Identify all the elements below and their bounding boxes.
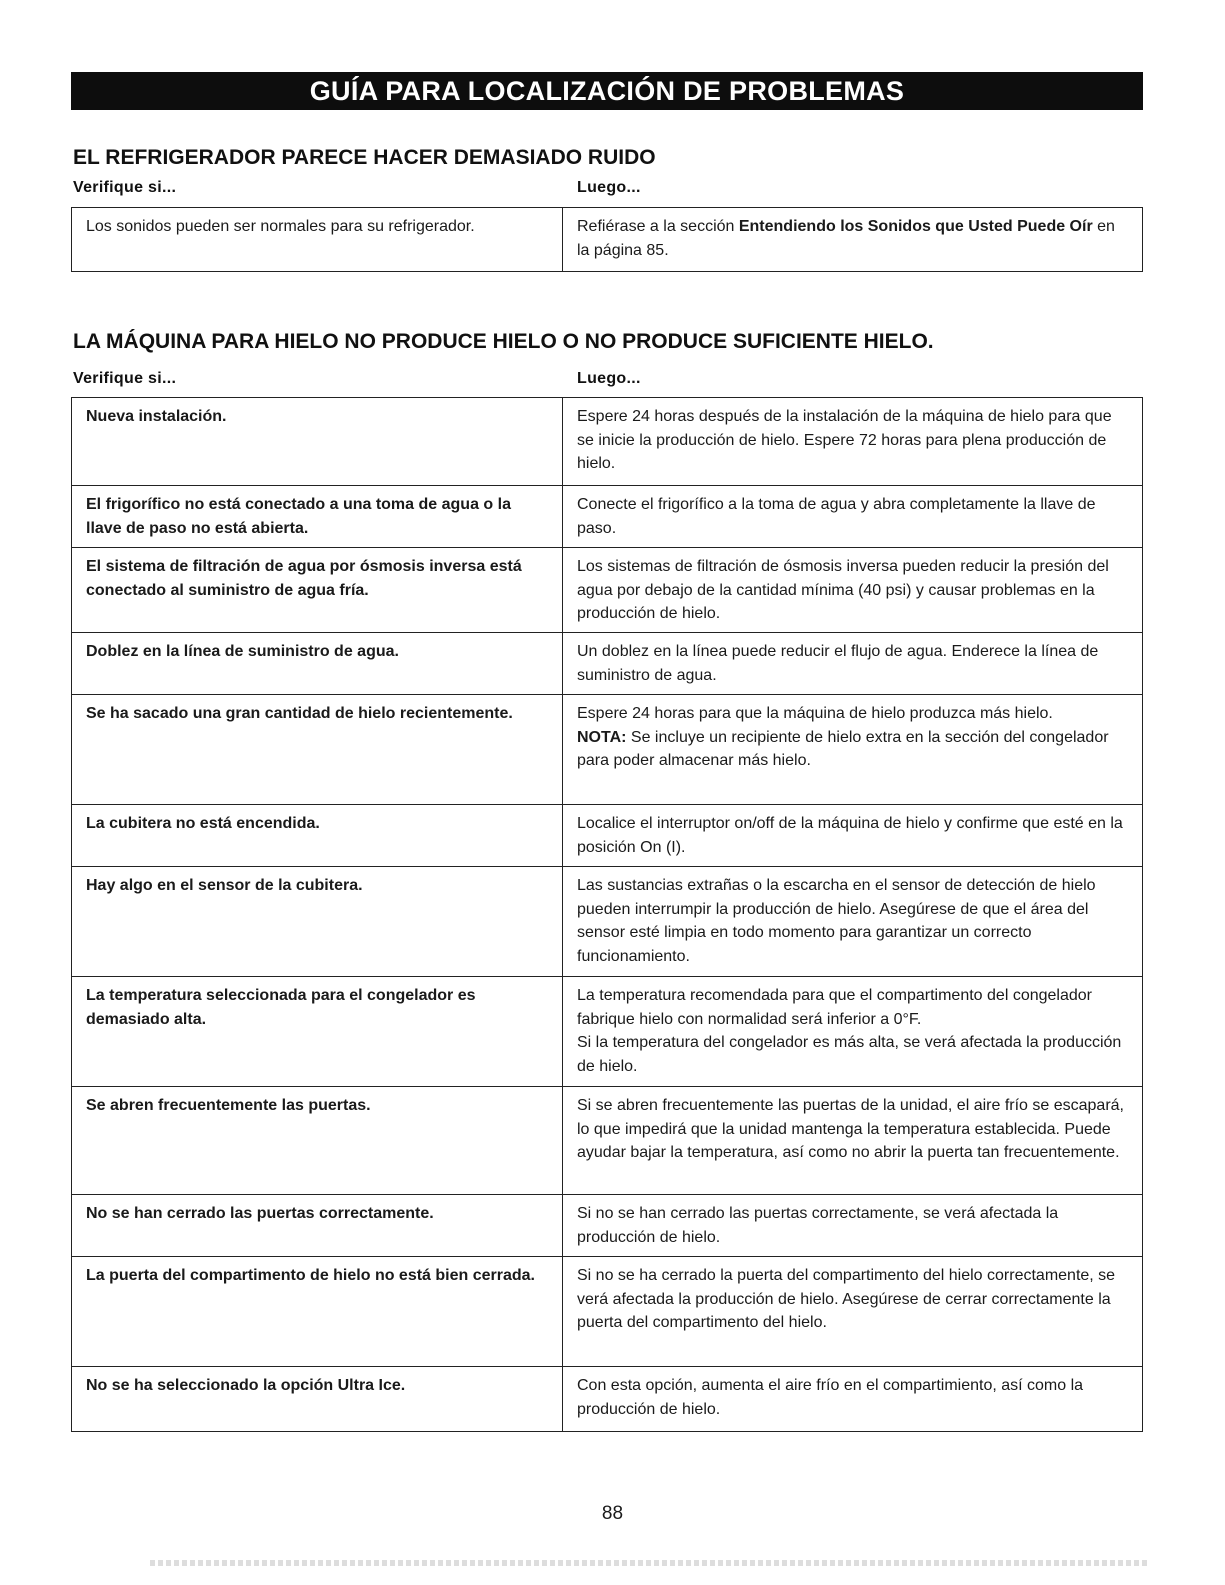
table-row [72, 1087, 1143, 1195]
table-row [72, 977, 1143, 1087]
check-cell: Doblez en la línea de suministro de agua. [72, 633, 563, 695]
then-cell [563, 695, 1143, 805]
page-banner-title: GUÍA PARA LOCALIZACIÓN DE PROBLEMAS [71, 72, 1143, 110]
check-cell: Se abren frecuentemente las puertas. [72, 1087, 563, 1195]
table-row [72, 1367, 1143, 1432]
table-row [72, 486, 1143, 548]
column-header-check: Verifique si... [73, 179, 177, 196]
then-cell: Un doblez en la línea puede reducir el flujo de agua. Enderece la línea de suministro de agua. [563, 633, 1143, 695]
table-row [72, 867, 1143, 977]
noise-troubleshooting-table [71, 207, 1143, 272]
then-cell: Los sistemas de filtración de ósmosis inversa pueden reducir la presión del agua por debajo de la cantidad mínima (40 psi) y causar problemas en la producción de hielo. [563, 548, 1143, 633]
then-cell [563, 208, 1143, 272]
table-row [72, 208, 1143, 272]
column-header-then: Luego... [577, 370, 641, 387]
then-text: Espere 24 horas para que la máquina de hielo produzca más hielo. [577, 705, 1053, 722]
table-row [72, 633, 1143, 695]
table-row [72, 805, 1143, 867]
section-title-noise: EL REFRIGERADOR PARECE HACER DEMASIADO RUIDO [73, 146, 656, 169]
check-cell: Nueva instalación. [72, 398, 563, 486]
then-cell: Con esta opción, aumenta el aire frío en el compartimiento, así como la producción de hielo. [563, 1367, 1143, 1432]
then-text-2: Si la temperatura del congelador es más alta, se verá afectada la producción de hielo. [577, 1034, 1122, 1075]
page-number: 88 [601, 1503, 624, 1524]
check-cell: No se han cerrado las puertas correctamente. [72, 1195, 563, 1257]
check-cell: El sistema de filtración de agua por ósmosis inversa está conectado al suministro de agua fría. [72, 548, 563, 633]
then-cell: Conecte el frigorífico a la toma de agua y abra completamente la llave de paso. [563, 486, 1143, 548]
scan-artifact-strip [150, 1560, 1150, 1566]
then-text: Refiérase a la sección [577, 218, 739, 235]
table-row [72, 1195, 1143, 1257]
then-cell: Localice el interruptor on/off de la máquina de hielo y confirme que esté en la posición On (I). [563, 805, 1143, 867]
table-row [72, 695, 1143, 805]
check-cell: La cubitera no está encendida. [72, 805, 563, 867]
then-cell: Las sustancias extrañas o la escarcha en el sensor de detección de hielo pueden interrumpir la producción de hielo. Asegúrese de que el área del sensor esté limpia en todo momento para garantizar un correcto funcionamiento. [563, 867, 1143, 977]
note-text: Se incluye un recipiente de hielo extra en la sección del congelador para poder almacenar más hielo. [577, 728, 1109, 769]
then-cell: Si no se ha cerrado la puerta del compartimento del hielo correctamente, se verá afectada la producción de hielo. Asegúrese de cerrar correctamente la puerta del compartimento del hielo. [563, 1257, 1143, 1367]
section-title-ice-maker: LA MÁQUINA PARA HIELO NO PRODUCE HIELO O NO PRODUCE SUFICIENTE HIELO. [73, 330, 934, 353]
check-cell: La puerta del compartimento de hielo no está bien cerrada. [72, 1257, 563, 1367]
then-text-end: en la página 85. [577, 218, 1115, 259]
then-cell: Si no se han cerrado las puertas correctamente, se verá afectada la producción de hielo. [563, 1195, 1143, 1257]
check-cell: La temperatura seleccionada para el congelador es demasiado alta. [72, 977, 563, 1087]
then-cell: Si se abren frecuentemente las puertas de la unidad, el aire frío se escapará, lo que impedirá que la unidad mantenga la temperatura establecida. Puede ayudar bajar la temperatura, así como no abrir la puerta tan frecuentemente. [563, 1087, 1143, 1195]
check-cell: Hay algo en el sensor de la cubitera. [72, 867, 563, 977]
then-text: La temperatura recomendada para que el compartimento del congelador fabrique hielo con normalidad será inferior a 0°F. [577, 987, 1092, 1028]
check-cell: Se ha sacado una gran cantidad de hielo recientemente. [72, 695, 563, 805]
ice-maker-troubleshooting-table [71, 397, 1143, 1432]
check-cell: Los sonidos pueden ser normales para su refrigerador. [72, 208, 563, 272]
column-header-then: Luego... [577, 179, 641, 196]
referenced-section-name: Entendiendo los Sonidos que Usted Puede Oír [738, 218, 1093, 235]
then-cell: Espere 24 horas después de la instalación de la máquina de hielo para que se inicie la producción de hielo. Espere 72 horas para plena producción de hielo. [563, 398, 1143, 486]
table-row [72, 1257, 1143, 1367]
check-cell: No se ha seleccionado la opción Ultra Ice. [72, 1367, 563, 1432]
table-row [72, 398, 1143, 486]
check-cell: El frigorífico no está conectado a una toma de agua o la llave de paso no está abierta. [72, 486, 563, 548]
then-cell [563, 977, 1143, 1087]
note-label: NOTA: [577, 728, 627, 746]
column-header-check: Verifique si... [73, 370, 177, 387]
table-row [72, 548, 1143, 633]
